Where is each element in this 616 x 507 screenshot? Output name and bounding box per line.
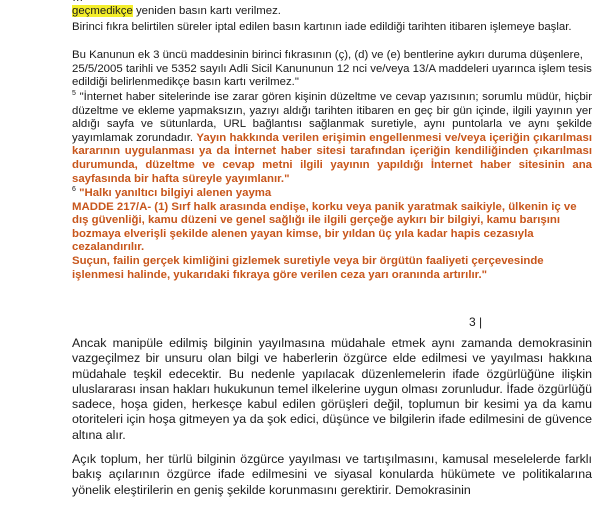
footnote-mark: 5 bbox=[72, 90, 76, 98]
footnote-5: $^5$ "İnternet haber sitelerinde ise zarar gören kişinin düzeltme ve cevap yazısının; sorumlu müdür, hiçbir düzeltme ve ekleme yapmaksızın, yazıyı aldığı tarihten itibaren en geç bir gün içinde, ilgili yayının yer aldığı sayfa ve sütunlarda, URL bağlantısı sağlanmak suretiyle, aynı puntolarla ve aynı şekilde yayımlamak zorundadır. Yayın hakkında verilen erişimin engellenmesi ve/veya içeriğin çıkarılması kararının uygulanması ya da İnternet haber sitesi tarafından içeriğin kendiliğinden çıkarılması durumunda, düzeltme ve cevap metni ilgili yayının yapıldığı İnternet haber sitesinin ana sayfasında bir hafta süreyle yayımlanır." bbox=[72, 90, 593, 185]
body-text bbox=[72, 336, 592, 507]
footnote-bold-text: Yayın hakkında verilen erişimin engellenmesi ve/veya içeriğin çıkarılması kararının uygulanması ya da İnternet haber sitesi tarafından içeriğin kendiliğinden çıkarılması durumunda, düzeltme ve cevap metni ilgili yayının yapıldığı İnternet haber sitesinin ana sayfasında bir hafta süreyle yayımlanır." bbox=[72, 131, 593, 185]
highlighted-text: geçmedikçe bbox=[72, 5, 133, 17]
page-number: 3 | bbox=[469, 315, 483, 329]
paragraph-2: Bu Kanunun ek 3 üncü maddesinin birinci fıkrasının (ç), (d) ve (e) bentlerine aykırı duruma düşenlere, 25/5/2005 tarihli ve 5352 sayılı Adli Sicil Kanununun 12 nci ve/veya 13/A maddeleri uyarınca işlem tesis edildiği belirlenmedikçe basın kartı verilmez." bbox=[72, 49, 592, 89]
footnote-title: "Halkı yanıltıcı bilgiyi alenen yayma bbox=[79, 187, 272, 199]
top-continuation: geçmedikçe yeniden basın kartı verilmez. bbox=[72, 5, 281, 17]
article-para-2: Suçun, failin gerçek kimliğini gizlemek suretiyle veya bir örgütün faaliyeti çerçevesinde işlenmesi halinde, yukarıdaki fıkraya göre verilen ceza yarı oranında artırılır." bbox=[72, 254, 544, 281]
article-text: MADDE 217/A- (1) Sırf halk arasında endişe, korku veya panik yaratmak saikiyle, ülkenin iç ve dış güvenliği, kamu düzeni ve genel sağlığı ile ilgili gerçeğe aykırı bir bilgiyi, kamu barışını bozmaya elverişli şekilde alenen yayan kimse, bir yıldan üç yıla kadar hapis cezasıyla cezalandırılır. bbox=[72, 200, 577, 254]
footnote-mark: 6 bbox=[72, 186, 76, 194]
body-paragraph-1: Ancak manipüle edilmiş bilginin yayılmasına müdahale etmek aynı zamanda demokrasinin vazgeçilmez bir unsuru olan bilgi ve haberlerin özgürce elde edilmesi ve yayılması hakkına müdahale teşkil edecektir. Bu nedenle yapılacak düzenlemelerin ifade özgürlüğüne ilişkin uluslararası insan hakları hukukunun temel ilkelerine uygun olması zorunludur. İfade özgürlüğü sadece, hoşa giden, herkesçe kabul edilen görüşleri değil, toplumun bir kesimi ya da kamu otoriteleri için hoşa gitmeyen ya da şok edici, düşünce ve bilgilerin ifade edilmesini de güvence altına alır. bbox=[72, 336, 592, 442]
footnote-6 bbox=[72, 187, 592, 282]
body-paragraph-2: Açık toplum, her türlü bilginin özgürce yayılması ve tartışılmasını, kamusal meselelerde farklı bakış açılarının özgürce ifade edilmesini ve siyasal konularda hükümete ve politikalarına yönelik eleştirilerin en geniş şekilde korunmasını gerektirir. Demokrasinin bbox=[72, 452, 592, 497]
paragraph-1: Birinci fıkra belirtilen süreler iptal edilen basın kartının iade edildiği tarihten itibaren işlemeye başlar. bbox=[72, 21, 572, 33]
